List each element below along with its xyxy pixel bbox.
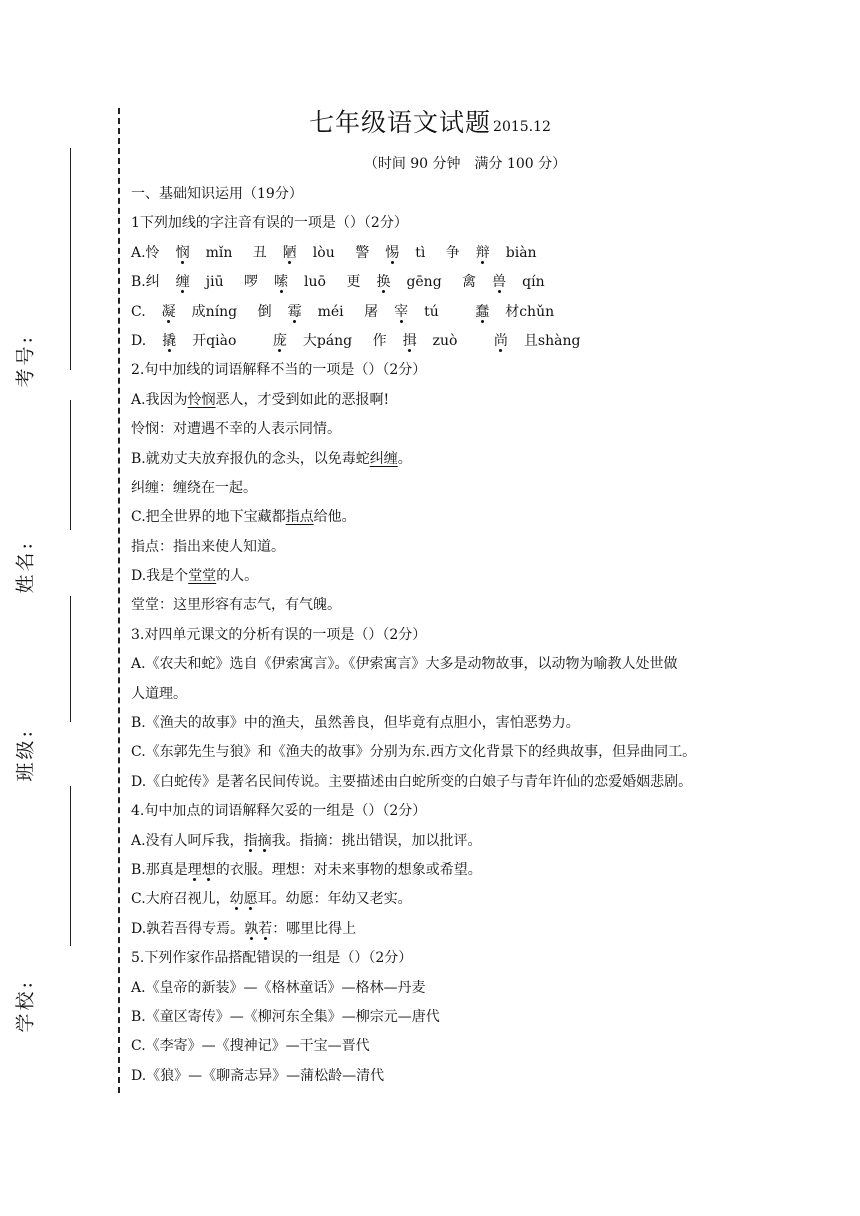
section-heading: 一、基础知识运用（19分） xyxy=(131,186,303,202)
q5-option-b: B.《童区寄传》—《柳河东全集》—柳宗元—唐代 xyxy=(131,1008,440,1025)
q2-option-c: C.把全世界的地下宝藏都指点给他。 xyxy=(131,509,356,526)
q4-option-d: D.孰若吾得专焉。孰若：哪里比得上 xyxy=(131,920,357,937)
q3-option-a: A.《农夫和蛇》选自《伊索寓言》。《伊索寓言》大多是动物故事，以动物为喻教人处世做 xyxy=(131,656,678,673)
question-content xyxy=(131,180,741,1091)
q5-option-a: A.《皇帝的新装》—《格林童话》—格林—丹麦 xyxy=(131,979,426,996)
xingming-underline xyxy=(70,400,71,530)
q2-explain-c: 指点：指出来使人知道。 xyxy=(131,538,285,555)
q1-option-a: A.怜 悯 mǐn 丑 陋 lòu 警 惕 tì 争 辩 biàn xyxy=(131,244,537,261)
exam-date: 2015.12 xyxy=(493,119,551,135)
banji-underline xyxy=(70,596,71,722)
page-title: 七年级语文试题 xyxy=(309,108,492,137)
q3-option-d: D.《白蛇传》是著名民间传说。主要描述由白蛇所变的白娘子与青年许仙的恋爱婚姻悲剧。 xyxy=(131,773,693,790)
xingming-label: 姓名: xyxy=(14,540,37,594)
q3-option-b: B.《渔夫的故事》中的渔夫，虽然善良，但毕竟有点胆小，害怕恶势力。 xyxy=(131,715,580,732)
q1-option-d: D. 撬 开qiào 庞 大páng 作 揖 zuò 尚 且shàng xyxy=(131,332,581,349)
xuexiao-underline xyxy=(70,786,71,946)
q2-explain-b: 纠缠：缠绕在一起。 xyxy=(131,479,257,496)
q2-option-a: A.我因为怜悯恶人，才受到如此的恶报啊! xyxy=(131,391,390,408)
q5-option-d: D.《狼》—《聊斋志异》—蒲松龄—清代 xyxy=(131,1067,385,1084)
q3-stem: 3.对四单元课文的分析有误的一项是（）（2分） xyxy=(131,626,427,643)
q4-option-c: C.大府召视儿，幼愿耳。幼愿：年幼又老实。 xyxy=(131,891,412,908)
q1-option-c: C. 凝 成níng 倒 霉 méi 屠 宰 tú 蠢 材chǔn xyxy=(131,303,555,320)
q1-option-b: B.纠 缠 jiū 啰 嗦 luō 更 换 gēng 禽 兽 qín xyxy=(131,274,545,291)
q1-stem: 1下列加线的字注音有误的一项是（）（2分） xyxy=(131,215,408,232)
xuexiao-label: 学校: xyxy=(14,979,37,1033)
q4-option-b: B.那真是理想的衣服。理想：对未来事物的想象或希望。 xyxy=(131,861,482,878)
q2-explain-a: 怜悯：对遭遇不幸的人表示同情。 xyxy=(131,421,341,438)
q5-stem: 5.下列作家作品搭配错误的一组是（）（2分） xyxy=(131,950,413,967)
q2-stem: 2.句中加线的词语解释不当的一项是（）（2分） xyxy=(131,362,427,379)
title-block xyxy=(0,103,860,139)
exam-time-info: （时间 90 分钟 满分 100 分） xyxy=(363,156,567,172)
q3-option-c: C.《东郭先生与狼》和《渔夫的故事》分别为东.西方文化背景下的经典故事，但异曲同工。 xyxy=(131,744,697,761)
q2-option-b: B.就劝丈夫放弃报仇的念头，以免毒蛇纠缠。 xyxy=(131,450,412,467)
banji-label: 班级: xyxy=(14,728,37,782)
kaohao-underline xyxy=(70,148,71,370)
q3-option-a-cont: 人道理。 xyxy=(131,685,187,702)
q4-stem: 4.句中加点的词语解释欠妥的一组是（）（2分） xyxy=(131,803,427,820)
q2-explain-d: 堂堂：这里形容有志气，有气魄。 xyxy=(131,597,341,614)
binding-dashed-line xyxy=(118,108,120,1093)
q4-option-a: A.没有人呵斥我，指摘我。指摘：挑出错误，加以批评。 xyxy=(131,832,482,849)
q5-option-c: C.《李寄》—《搜神记》—干宝—晋代 xyxy=(131,1038,370,1055)
kaohao-label: 考号: xyxy=(14,334,37,388)
q2-option-d: D.我是个堂堂的人。 xyxy=(131,568,259,585)
